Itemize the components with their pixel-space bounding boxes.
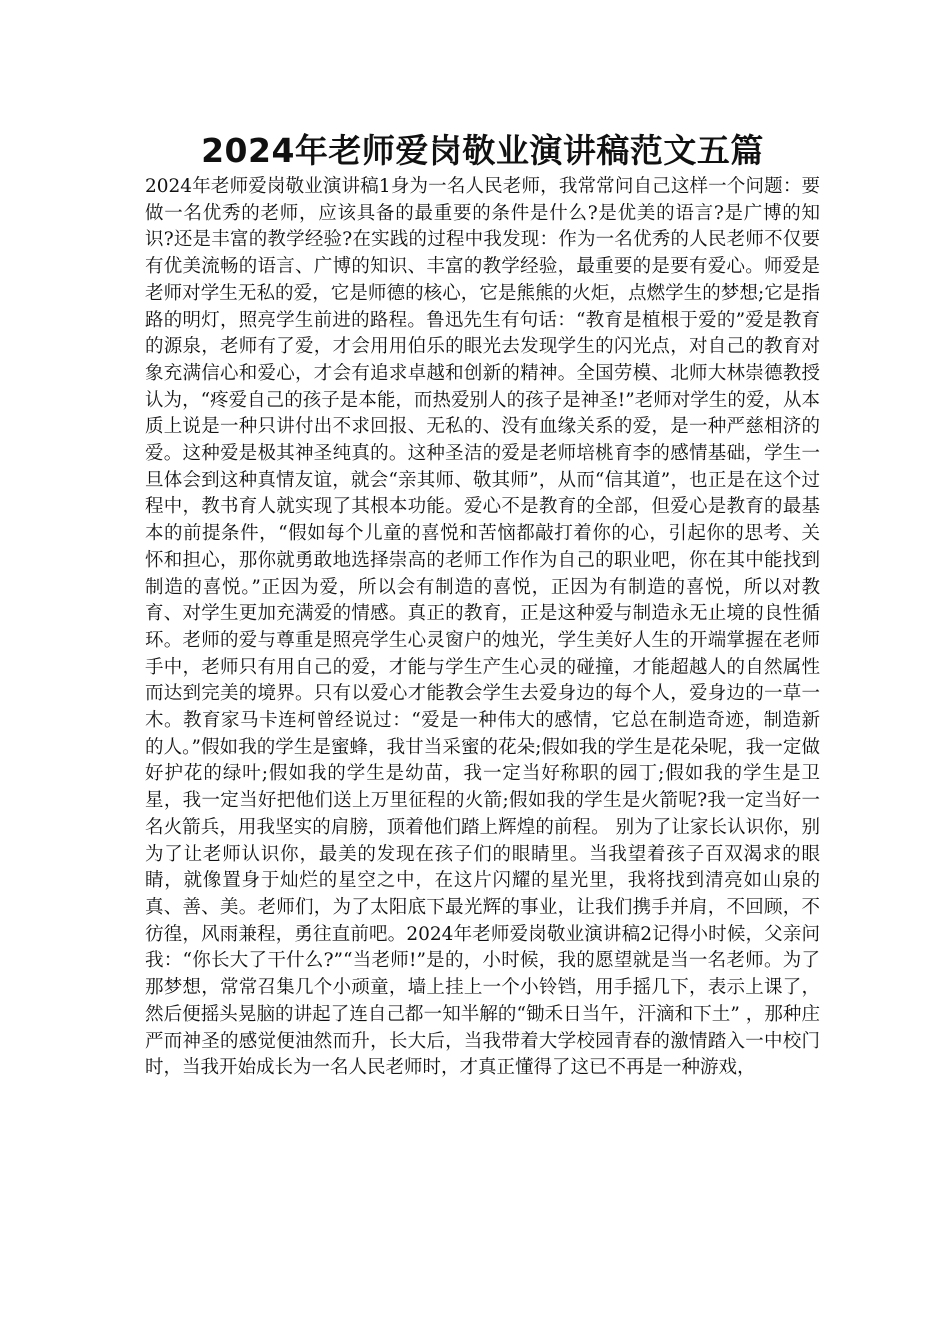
document-title: 2024年老师爱岗敬业演讲稿范文五篇	[201, 131, 764, 170]
document-page	[145, 130, 820, 1082]
document-body-paragraph: 2024年老师爱岗敬业演讲稿1身为一名人民老师，我常常问自己这样一个问题：要做一名优秀的老师，应该具备的最重要的条件是什么?是优美的语言?是广博的知识?还是丰富的教学经验?在实践的过程中我发现：作为一名优秀的人民老师不仅要有优美流畅的语言、广博的知识、丰富的教学经验，最重要的是要有爱心。师爱是老师对学生无私的爱，它是师德的核心，它是熊熊的火炬，点燃学生的梦想;它是指路的明灯，照亮学生前进的路程。鲁迅先生有句话：“教育是植根于爱的”爱是教育的源泉，老师有了爱，才会用用伯乐的眼光去发现学生的闪光点，对自己的教育对象充满信心和爱心，才会有追求卓越和创新的精神。全国劳模、北师大林崇德教授认为，“疼爱自己的孩子是本能，而热爱别人的孩子是神圣!”老师对学生的爱，从本质上说是一种只讲付出不求回报、无私的、没有血缘关系的爱，是一种严慈相济的爱。这种爱是极其神圣纯真的。这种圣洁的爱是老师培桃育李的感情基础，学生一旦体会到这种真情友谊，就会“亲其师、敬其师”，从而“信其道”，也正是在这个过程中，教书育人就实现了其根本功能。爱心不是教育的全部，但爱心是教育的最基本的前提条件，“假如每个儿童的喜悦和苦恼都敲打着你的心，引起你的思考、关怀和担心，那你就勇敢地选择崇高的老师工作作为自己的职业吧，你在其中能找到制造的喜悦。”正因为爱，所以会有制造的喜悦，正因为有制造的喜悦，所以对教育、对学生更加充满爱的情感。真正的教育，正是这种爱与制造永无止境的良性循环。老师的爱与尊重是照亮学生心灵窗户的烛光，学生美好人生的开端掌握在老师手中，老师只有用自己的爱，才能与学生产生心灵的碰撞，才能超越人的自然属性而达到完美的境界。只有以爱心才能教会学生去爱身边的每个人，爱身边的一草一木。教育家马卡连柯曾经说过：“爱是一种伟大的感情，它总在制造奇迹，制造新的人。”假如我的学生是蜜蜂，我甘当采蜜的花朵;假如我的学生是花朵呢，我一定做好护花的绿叶;假如我的学生是幼苗，我一定当好称职的园丁;假如我的学生是卫星，我一定当好把他们送上万里征程的火箭;假如我的学生是火箭呢?我一定当好一名火箭兵，用我坚实的肩膀，顶着他们踏上辉煌的前程。 别为了让家长认识你，别为了让老师认识你，最美的发现在孩子们的眼睛里。当我望着孩子百双渴求的眼睛，就像置身于灿烂的星空之中，在这片闪耀的星光里，我将找到清亮如山泉的真、善、美。老师们，为了太阳底下最光辉的事业，让我们携手并肩，不回顾，不彷徨，风雨兼程，勇往直前吧。2024年老师爱岗敬业演讲稿2记得小时候，父亲问我：“你长大了干什么?”“当老师!”是的，小时候，我的愿望就是当一名老师。为了那梦想，常常召集几个小顽童，墙上挂上一个小铃铛，用手摇几下，表示上课了，然后便摇头晃脑的讲起了连自己都一知半解的“锄禾日当午，汗滴和下土” ，那种庄严而神圣的感觉便油然而升，长大后，当我带着大学校园青春的激情踏入一中校门时，当我开始成长为一名人民老师时，才真正懂得了这已不再是一种游戏，	[145, 176, 820, 1079]
